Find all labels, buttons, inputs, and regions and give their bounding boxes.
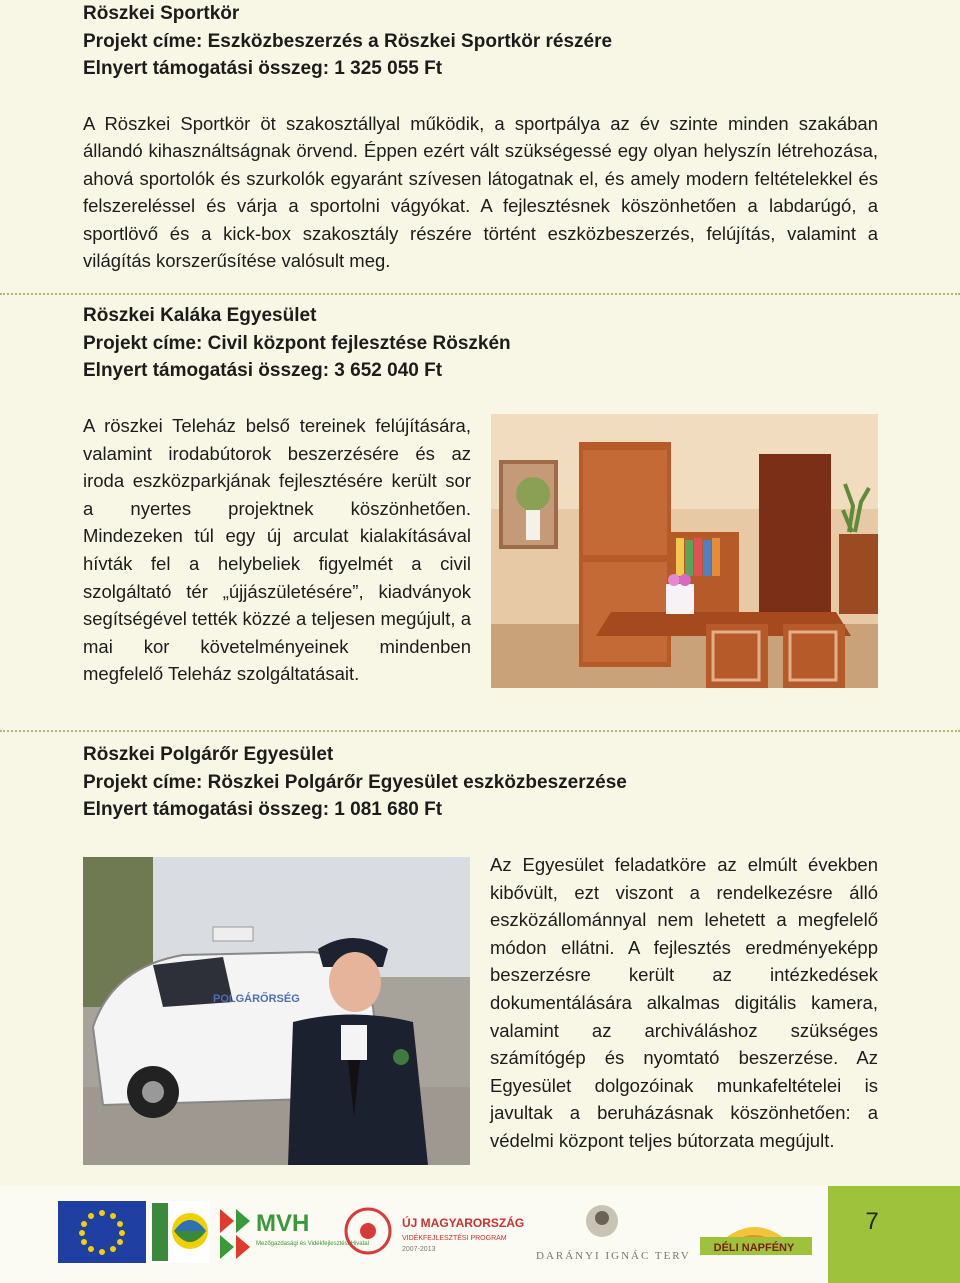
deli-napfeny-text: DÉLI NAPFÉNY xyxy=(713,1242,795,1254)
section-polgaror xyxy=(83,741,878,1151)
section-body: A Röszkei Sportkör öt szakosztállyal működik, a sportpálya az év szinte minden szakában állandó kihasználtságnak örvend. Éppen ezért vált szükségessé egy olyan helyszín létrehozása, ahová sportolók és szurkolók egyaránt szívesen látogatnak el, és amely modern feltételekkel és felszereléssel és várja a sportolni vágyókat. A fejlesztésnek köszönhetően a labdarúgó, a sportlövő és a kick-box szakosztály részére történt eszközbeszerzés, felújítás, valamint a világítás korszerűsítése valósult meg. xyxy=(83,112,878,272)
leader-logo xyxy=(150,1201,210,1263)
program-years: 2007-2013 xyxy=(402,1246,436,1253)
civil-guard-photo xyxy=(83,857,470,1165)
section-kalaka xyxy=(83,302,878,685)
page-number-box xyxy=(828,1186,960,1283)
org-name: Röszkei Sportkör xyxy=(83,3,240,24)
section-divider xyxy=(0,730,960,732)
section-divider xyxy=(0,293,960,295)
section-sportkor xyxy=(83,0,878,275)
car-label: POLGÁRŐRSÉG xyxy=(213,993,300,1005)
daranyi-logo xyxy=(530,1201,691,1263)
org-name: Röszkei Polgárőr Egyesület xyxy=(83,744,334,765)
project-title: Projekt címe: Röszkei Polgárőr Egyesület eszközbeszerzése xyxy=(83,771,627,793)
mvh-sub: Mezőgazdasági és Vidékfejlesztési Hivatal xyxy=(256,1241,369,1247)
project-title: Projekt címe: Civil központ fejlesztése Röszkén xyxy=(83,332,511,354)
page-number: 7 xyxy=(865,1208,879,1235)
daranyi-text: DARÁNYI IGNÁC TERV xyxy=(536,1250,691,1262)
uj-magyarorszag-logo xyxy=(340,1201,530,1263)
program-name: ÚJ MAGYARORSZÁG xyxy=(402,1216,525,1230)
project-title: Projekt címe: Eszközbeszerzés a Röszkei Sportkör részére xyxy=(83,30,613,52)
mvh-text: MVH xyxy=(256,1210,310,1237)
section-body: A röszkei Teleház belső tereinek felújítására, valamint irodabútorok beszerzésére és az iroda eszközparkjának fejlesztésére került sor a nyertes projektnek köszönhetően. Mindezeken túl egy új arculat kialakításával hívták fel a helybeliek figyelmét a civil szolgáltató tér „újjászületésére”, kiadványok segítségével tették közzé a teljesen megújult, a mai kor követelményeinek mindenben megfelelő Teleház szolgáltatásait. xyxy=(83,415,471,685)
deli-napfeny-logo xyxy=(690,1201,818,1263)
grant-amount: Elnyert támogatási összeg: 1 081 680 Ft xyxy=(83,799,443,820)
org-name: Röszkei Kaláka Egyesület xyxy=(83,305,317,326)
grant-amount: Elnyert támogatási összeg: 3 652 040 Ft xyxy=(83,360,443,381)
mvh-logo xyxy=(212,1201,369,1263)
grant-amount: Elnyert támogatási összeg: 1 325 055 Ft xyxy=(83,58,443,79)
program-sub: VIDÉKFEJLESZTÉSI PROGRAM xyxy=(402,1235,507,1242)
eu-flag-logo xyxy=(58,1201,146,1263)
office-photo xyxy=(491,414,878,688)
section-body: Az Egyesület feladatköre az elmúlt években kibővült, ezt viszont a rendelkezésre álló eszközállománnyal nem lehetett a megfelelő módon ellátni. A fejlesztés eredményeképp beszerzésre került az intézkedések dokumentálására alkalmas digitális kamera, valamint az archiváláshoz szükséges számítógép és nyomtató beszerzése. Az Egyesület dolgozóinak munkafeltételei is javultak a beruházásnak köszönhetően: a védelmi központ teljes bútorzata megújult. xyxy=(490,854,878,1151)
